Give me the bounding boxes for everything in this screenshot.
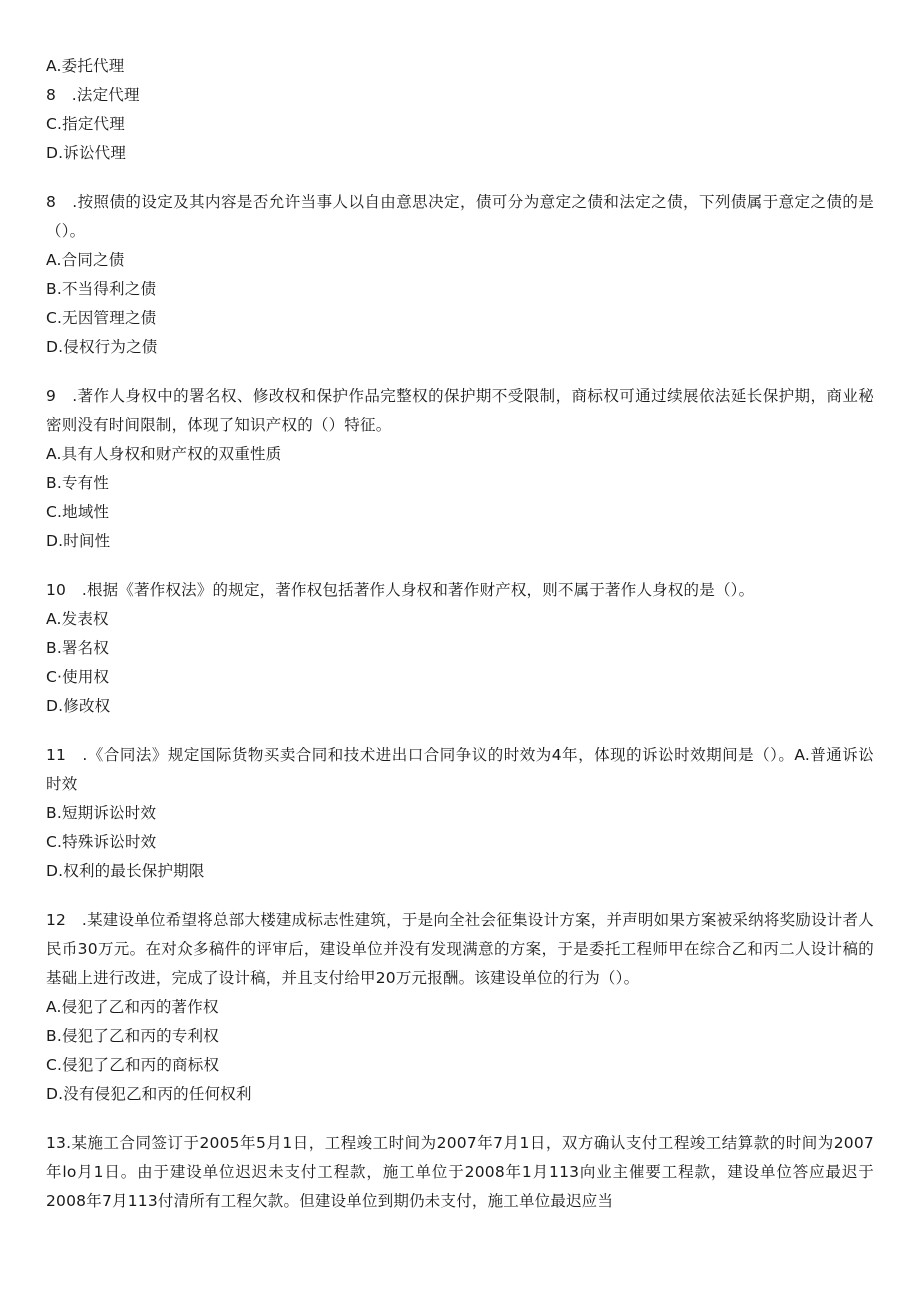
option-d: D.时间性 [46, 532, 111, 550]
question-text: 13.某施工合同签订于2005年5月1日，工程竣工时间为2007年7月1日，双方确认支付工程竣工结算款的时间为2007年lo月1日。由于建设单位迟迟未支付工程款，施工单位于2008年1月113向业主催要工程款，建设单位答应最迟于2008年7月113付清所有工程欠款。但建设单位到期仍未支付，施工单位最迟应当 [46, 1134, 874, 1210]
option-b: B.署名权 [46, 639, 110, 657]
option-c: C.无因管理之债 [46, 309, 157, 327]
option-c: C.侵犯了乙和丙的商标权 [46, 1056, 220, 1074]
option-d: D.诉讼代理 [46, 144, 127, 162]
option-a: A.合同之债 [46, 251, 125, 269]
option-b: B.侵犯了乙和丙的专利权 [46, 1027, 219, 1045]
option-c: C·使用权 [46, 668, 110, 686]
option-c: C.地域性 [46, 503, 110, 521]
option-b: B.不当得利之债 [46, 280, 157, 298]
question-8 [46, 188, 874, 362]
question-10 [46, 576, 874, 721]
option-c: C.特殊诉讼时效 [46, 833, 157, 851]
option-c: C.指定代理 [46, 115, 125, 133]
question-text: 12 .某建设单位希望将总部大楼建成标志性建筑，于是向全社会征集设计方案，并声明如果方案被采纳将奖励设计者人民币30万元。在对众多稿件的评审后，建设单位并没有发现满意的方案，于是委托工程师甲在综合乙和丙二人设计稿的基础上进行改进，完成了设计稿，并且支付给甲20万元报酬。该建设单位的行为（）。 [46, 911, 874, 987]
option-d: D.修改权 [46, 697, 111, 715]
option-d: D.侵权行为之债 [46, 338, 158, 356]
option-a: A.侵犯了乙和丙的著作权 [46, 998, 219, 1016]
question-text: 9 .著作人身权中的署名权、修改权和保护作品完整权的保护期不受限制，商标权可通过续展依法延长保护期，商业秘密则没有时间限制，体现了知识产权的（）特征。 [46, 387, 874, 434]
question-text: 8 .按照债的设定及其内容是否允许当事人以自由意思决定，债可分为意定之债和法定之债，下列债属于意定之债的是（）。 [46, 193, 874, 240]
question-13 [46, 1129, 874, 1216]
option-a: A.发表权 [46, 610, 109, 628]
question-9 [46, 382, 874, 556]
option-a: A.委托代理 [46, 57, 125, 75]
option-d: D.权利的最长保护期限 [46, 862, 205, 880]
option-a: A.具有人身权和财产权的双重性质 [46, 445, 282, 463]
option-b: B.短期诉讼时效 [46, 804, 157, 822]
question-11 [46, 741, 874, 886]
question-text: 11 .《合同法》规定国际货物买卖合同和技术进出口合同争议的时效为4年，体现的诉讼时效期间是（）。A.普通诉讼时效 [46, 746, 874, 793]
option-d: D.没有侵犯乙和丙的任何权利 [46, 1085, 252, 1103]
question-12 [46, 906, 874, 1109]
question-text: 10 .根据《著作权法》的规定，著作权包括著作人身权和著作财产权，则不属于著作人身权的是（）。 [46, 581, 755, 599]
document-page [46, 52, 874, 1216]
option-list-q7 [46, 52, 874, 168]
option-b: B.专有性 [46, 474, 110, 492]
option-b: 8 .法定代理 [46, 86, 140, 104]
